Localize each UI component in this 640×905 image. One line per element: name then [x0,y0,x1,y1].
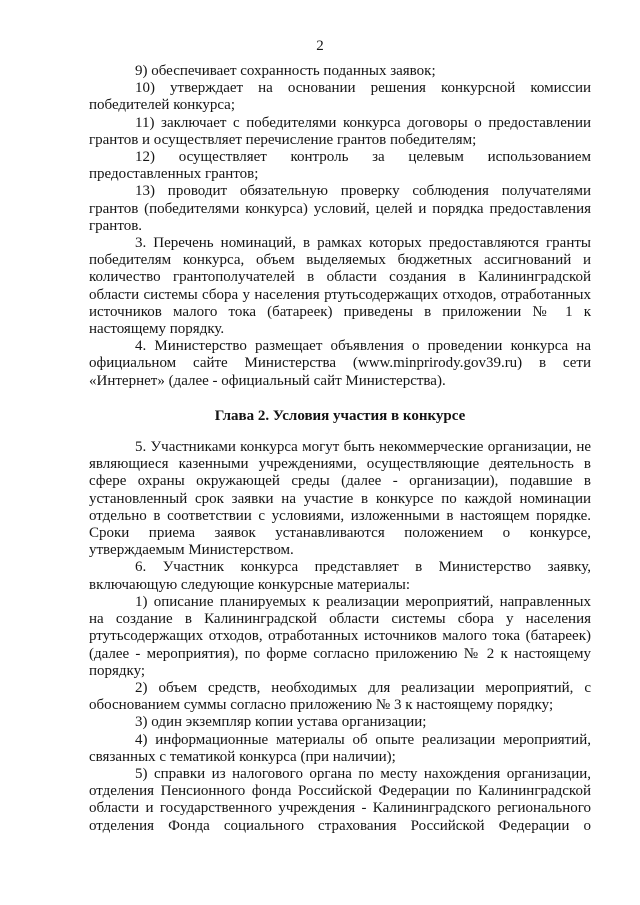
paragraph-item-11: 11) заключает с победителями конкурса договоры о предоставлении грантов и осуществляет перечисление грантов победителям; [89,114,591,148]
paragraph-item-13: 13) проводит обязательную проверку соблюдения получателями грантов (победителями конкурса) условий, целей и порядка предоставления грантов. [89,183,591,234]
page-number: 2 [316,38,324,54]
paragraph-item-12: 12) осуществляет контроль за целевым использованием предоставленных грантов; [89,149,591,183]
paragraph-section-3: 3. Перечень номинаций, в рамках которых предоставляются гранты победителям конкурса, объем выделяемых бюджетных ассигнований и количество грантополучателей в области создания в Калининградской области системы сбора у населения ртутьсодержащих отходов, отработанных источников малого тока (батареек) приведены в приложении № 1 к настоящему порядку. [89,235,591,338]
paragraph-section-6: 6. Участник конкурса представляет в Министерство заявку, включающую следующие конкурсные материалы: [89,559,591,593]
paragraph-section-5: 5. Участниками конкурса могут быть некоммерческие организации, не являющиеся казенными учреждениями, осуществляющие деятельность в сфере охраны окружающей среды (далее - организации), подавшие в установленный срок заявки на участие в конкурсе по каждой номинации отдельно в соответствии с условиями, изложенными в настоящем порядке. Сроки приема заявок устанавливаются положением о конкурсе, утверждаемым Министерством. [89,439,591,559]
paragraph-material-5: 5) справки из налогового органа по месту нахождения организации, отделения Пенсионного фонда Российской Федерации по Калининградской области и государственного учреждения - Калининградского регионального отделения Фонда социального страхования Российской Федерации о [89,765,591,834]
chapter-heading: Глава 2. Условия участия в конкурсе [214,407,466,424]
paragraph-section-4: 4. Министерство размещает объявления о проведении конкурса на официальном сайте Министерства (www.minprirody.gov39.ru) в сети «Интернет» (далее - официальный сайт Министерства). [89,338,591,389]
paragraph-material-3: 3) один экземпляр копии устава организации; [135,714,427,731]
paragraph-item-10: 10) утверждает на основании решения конкурсной комиссии победителей конкурса; [89,80,591,114]
paragraph-material-4: 4) информационные материалы об опыте реализации мероприятий, связанных с тематикой конкурса (при наличии); [89,731,591,765]
paragraph-material-1: 1) описание планируемых к реализации мероприятий, направленных на создание в Калининградской области системы сбора у населения ртутьсодержащих отходов, отработанных источников малого тока (батареек) (далее - мероприятия), по форме согласно приложению № 2 к настоящему порядку; [89,593,591,679]
paragraph-material-2: 2) объем средств, необходимых для реализации мероприятий, с обоснованием суммы согласно приложению № 3 к настоящему порядку; [89,679,591,714]
paragraph-item-9: 9) обеспечивает сохранность поданных заявок; [135,63,436,79]
document-body [89,63,591,835]
